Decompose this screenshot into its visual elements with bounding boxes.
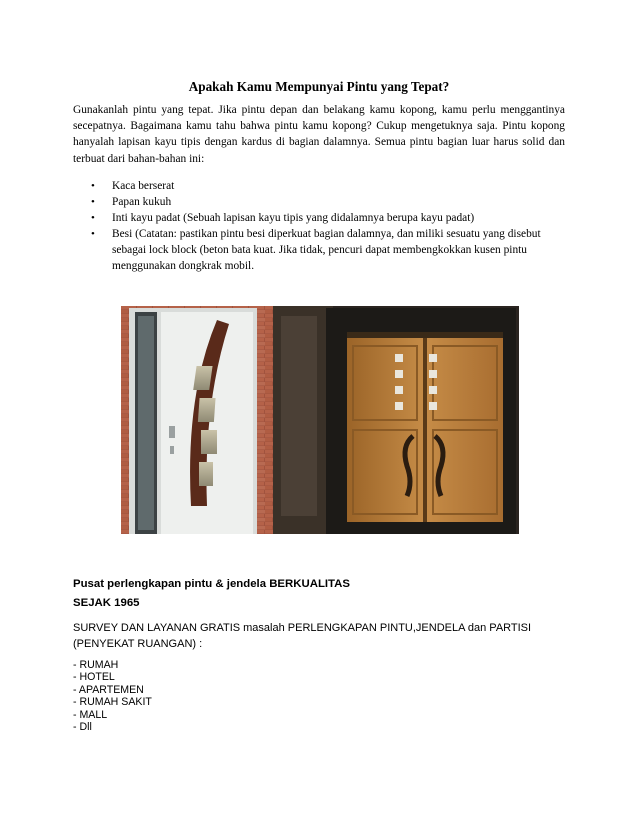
list-item: - Dll bbox=[73, 721, 92, 734]
bullet-icon: • bbox=[91, 228, 95, 240]
company-since: SEJAK 1965 bbox=[73, 597, 140, 609]
list-item-text: Besi (Catatan: pastikan pintu besi diperkuat bagian dalamnya, dan miliki sesuatu yang disebut sebagai lock block (beton bata kuat. Jika tidak, pencuri dapat membengkokkan kusen pintu menggunakan dongkrak mobil. bbox=[112, 228, 541, 272]
list-item-text: Papan kukuh bbox=[112, 196, 172, 208]
list-item: - RUMAH SAKIT bbox=[73, 696, 152, 709]
bullet-icon: • bbox=[91, 180, 95, 192]
door-photos bbox=[121, 306, 519, 534]
list-item bbox=[73, 178, 565, 194]
list-item-text: Inti kayu padat (Sebuah lapisan kayu tipis yang didalamnya berupa kayu padat) bbox=[112, 212, 475, 224]
list-item bbox=[73, 226, 565, 274]
door-photos-image bbox=[121, 306, 519, 534]
page-title: Apakah Kamu Mempunyai Pintu yang Tepat? bbox=[188, 79, 450, 94]
list-item: - RUMAH bbox=[73, 659, 119, 671]
bullet-icon: • bbox=[91, 212, 95, 224]
white-door-photo bbox=[121, 306, 273, 534]
company-heading: Pusat perlengkapan pintu & jendela BERKUALITAS bbox=[73, 578, 350, 590]
list-item bbox=[73, 194, 565, 210]
intro-paragraph: Gunakanlah pintu yang tepat. Jika pintu depan dan belakang kamu kopong, kamu perlu menggantinya secepatnya. Bagaimana kamu tahu bahwa pintu kamu kopong? Cukup mengetuknya saja. Pintu kopong hanyalah lapisan kayu tipis dengan kardus di bagian dalamnya. Semua pintu bagian luar harus solid dan terbuat dari bahan-bahan ini: bbox=[73, 104, 565, 165]
list-item: - APARTEMEN bbox=[73, 683, 144, 696]
survey-text: SURVEY DAN LAYANAN GRATIS masalah PERLENGKAPAN PINTU,JENDELA dan PARTISI (PENYEKAT RUANGAN) : bbox=[73, 622, 532, 650]
list-item bbox=[73, 210, 565, 226]
list-item: - HOTEL bbox=[73, 671, 115, 684]
wooden-double-door-photo bbox=[273, 306, 519, 534]
materials-list bbox=[73, 178, 565, 274]
bullet-icon: • bbox=[91, 196, 95, 208]
list-item-text: Kaca berserat bbox=[112, 180, 175, 192]
list-item: - MALL bbox=[73, 708, 108, 721]
places-list bbox=[73, 659, 152, 733]
